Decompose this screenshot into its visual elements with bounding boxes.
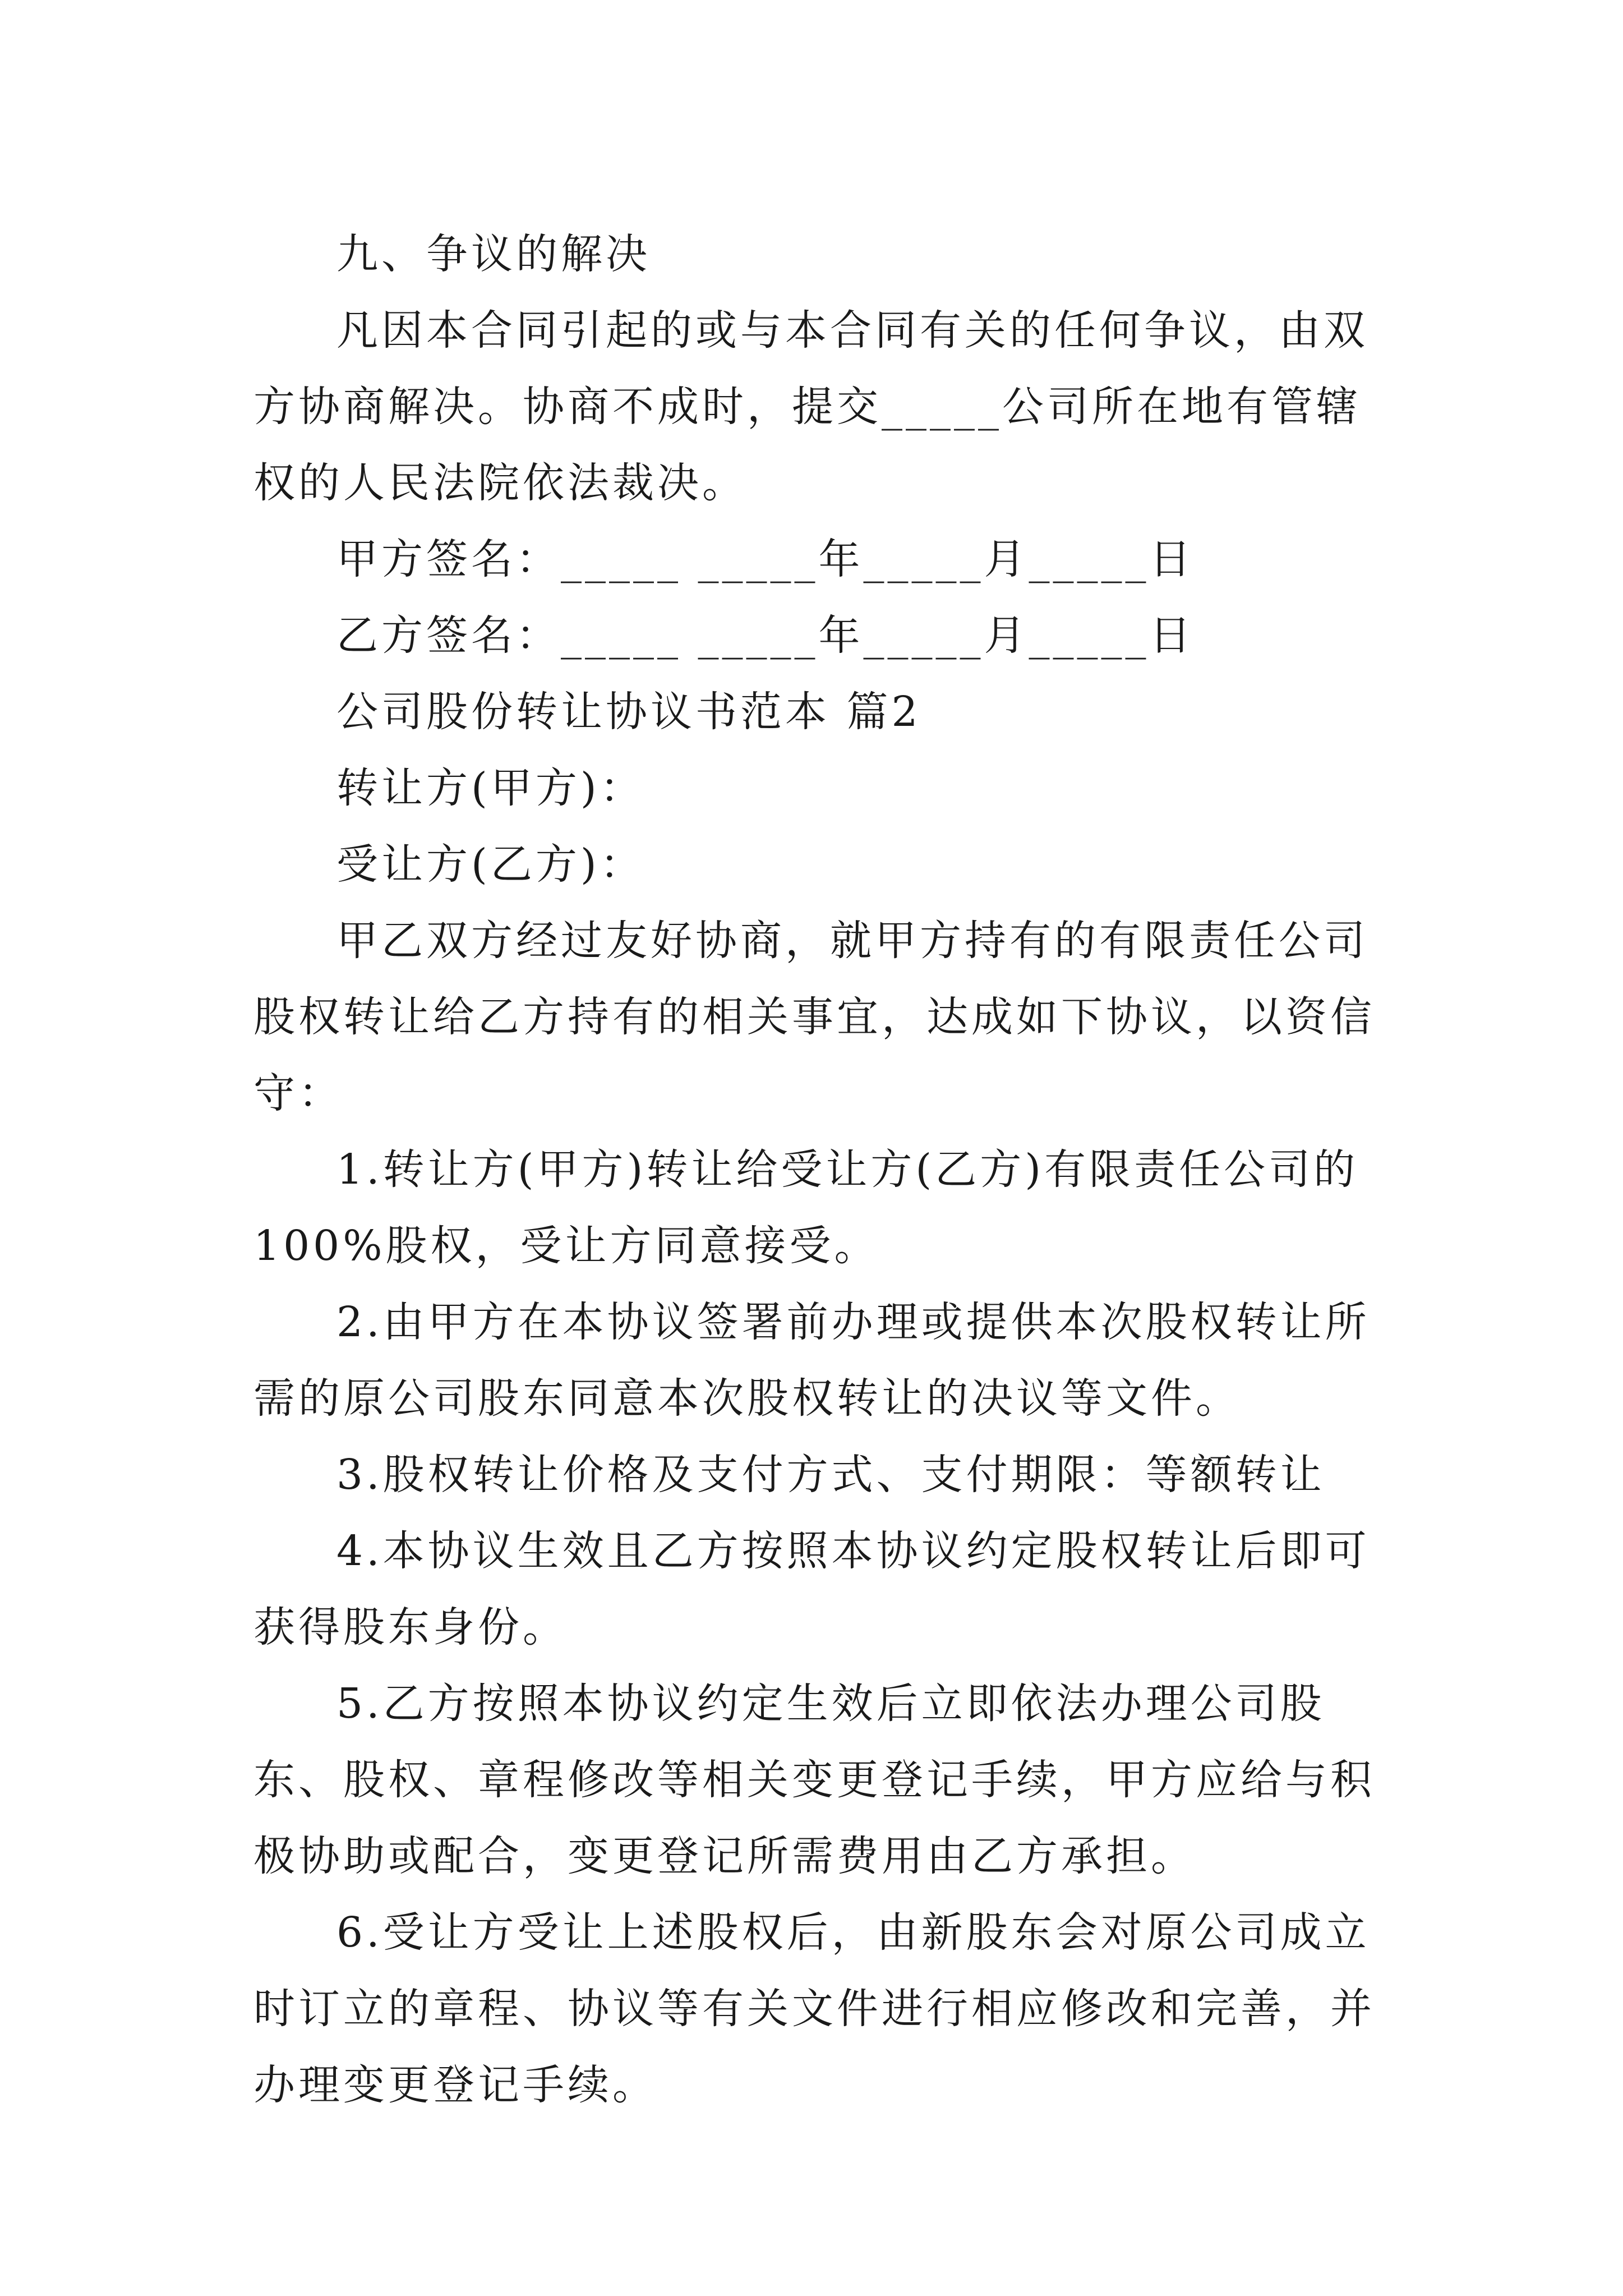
section-heading-dispute-resolution: 九、争议的解决 (336, 230, 651, 278)
clause-6: 6.受让方受让上述股权后，由新股东会对原公司成立时订立的章程、协议等有关文件进行相应修改和完善，并办理变更登记手续。 (253, 1908, 1375, 2109)
dispute-clause: 凡因本合同引起的或与本合同有关的任何争议，由双方协商解决。协商不成时，提交_____公司所在地有管辖权的人民法院依法裁决。 (253, 306, 1368, 507)
clause-2: 2.由甲方在本协议签署前办理或提供本次股权转让所需的原公司股东同意本次股权转让的决议等文件。 (253, 1298, 1370, 1423)
agreement-preamble: 甲乙双方经过友好协商，就甲方持有的有限责任公司股权转让给乙方持有的相关事宜，达成如下协议，以资信守： (253, 917, 1375, 1117)
template-title: 公司股份转让协议书范本 篇2 (336, 688, 921, 736)
party-a-signature-line: 甲方签名：_____ _____年_____月_____日 (336, 535, 1195, 583)
clause-4: 4.本协议生效且乙方按照本协议约定股权转让后即可获得股东身份。 (253, 1527, 1370, 1651)
party-b-signature-line: 乙方签名：_____ _____年_____月_____日 (336, 611, 1195, 660)
transferee-line: 受让方(乙方)： (336, 840, 645, 889)
clause-3: 3.股权转让价格及支付方式、支付期限：等额转让 (336, 1451, 1325, 1499)
clause-5: 5.乙方按照本协议约定生效后立即依法办理公司股东、股权、章程修改等相关变更登记手续，甲方应给与积极协助或配合，变更登记所需费用由乙方承担。 (253, 1680, 1375, 1880)
clause-1: 1.转让方(甲方)转让给受让方(乙方)有限责任公司的100%股权，受让方同意接受。 (253, 1145, 1359, 1270)
transferor-line: 转让方(甲方)： (336, 764, 645, 812)
document-body (253, 216, 1386, 2123)
